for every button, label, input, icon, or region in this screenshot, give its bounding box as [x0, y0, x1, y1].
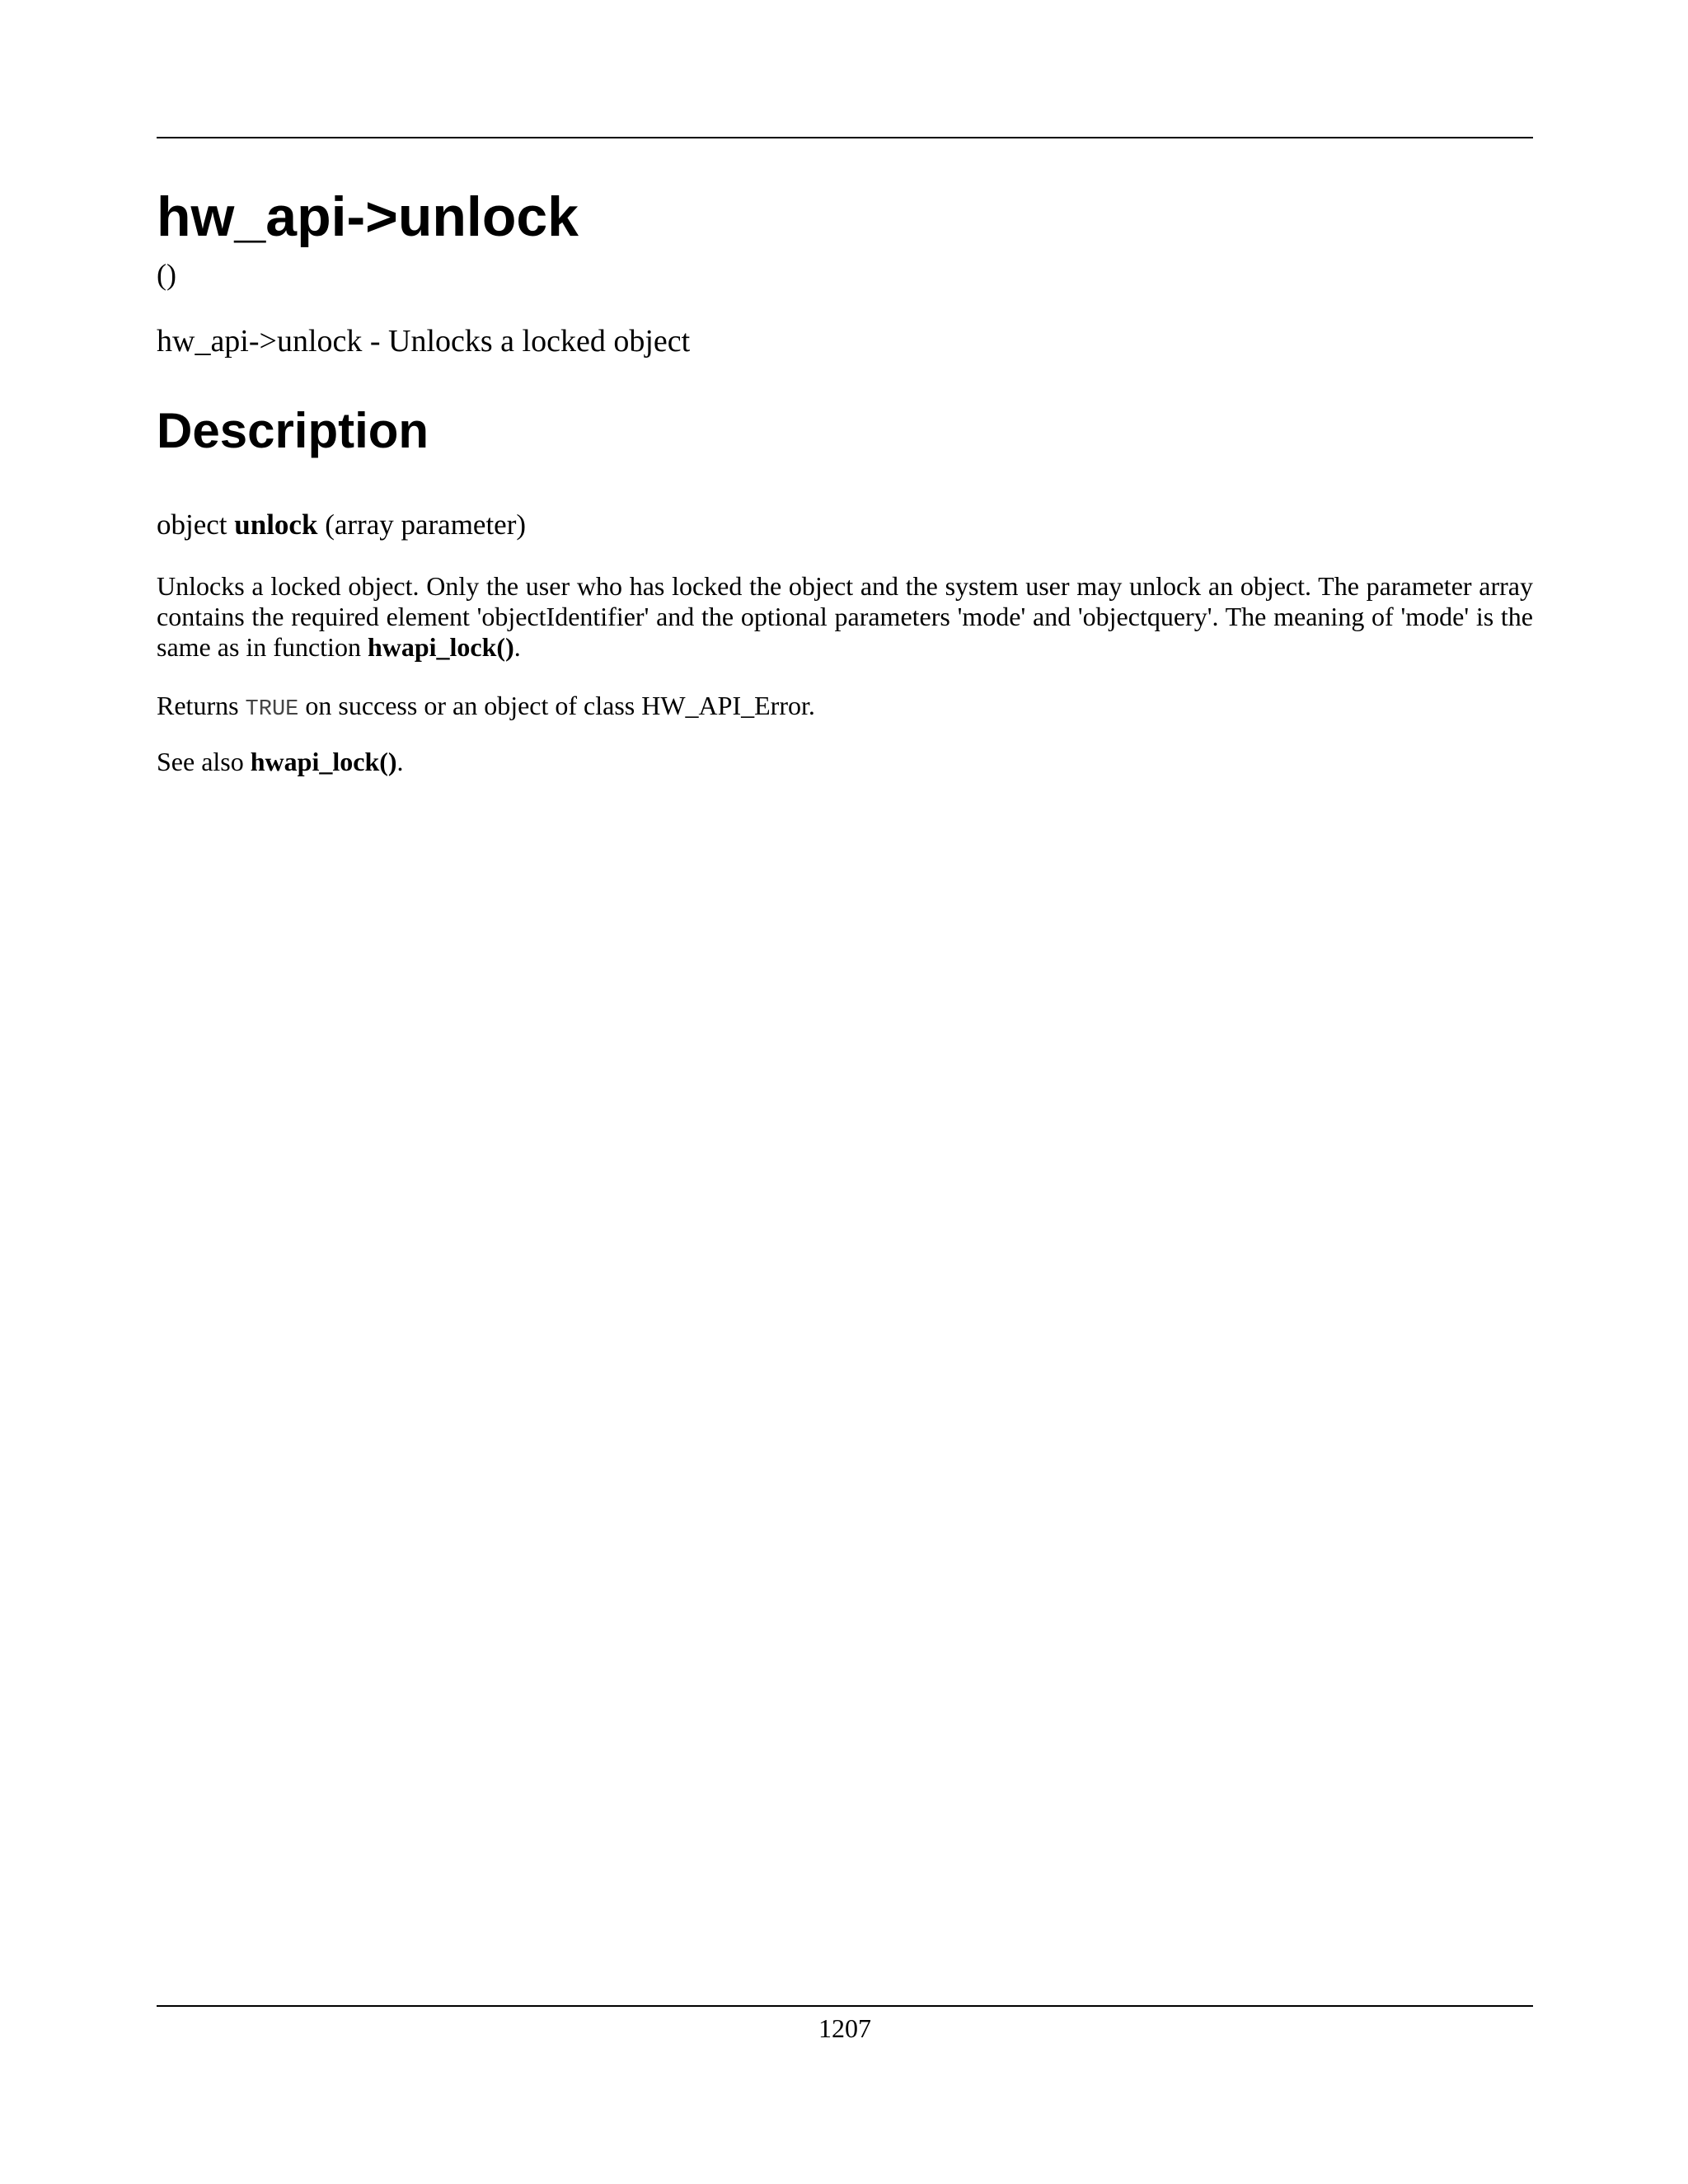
synopsis-params: (array parameter): [325, 509, 527, 541]
page-number: 1207: [818, 2013, 871, 2043]
paragraph-end: .: [513, 632, 521, 662]
returns-pre: Returns: [157, 691, 246, 720]
function-synopsis: [157, 508, 526, 542]
title-parens: (): [157, 258, 176, 291]
constant-true: TRUE: [245, 697, 299, 722]
synopsis-return-type: object: [157, 509, 227, 541]
document-page: [157, 0, 1533, 2184]
see-also-pre: See also: [157, 747, 251, 776]
header-rule: [157, 137, 1533, 138]
description-paragraph: [157, 571, 1533, 663]
footer-rule: [157, 2005, 1533, 2007]
section-heading-description: Description: [157, 403, 429, 458]
see-also-end: .: [396, 747, 404, 776]
page-title: hw_api->unlock: [157, 185, 579, 248]
link-see-also-hwapi-lock[interactable]: hwapi_lock(): [250, 747, 397, 776]
paragraph-text: Unlocks a locked object. Only the user who has locked the object and the system user may unlock an object. The parameter array contains the required element 'objectIdentifier' and the optional parameters 'mode' and 'objectquery'. The meaning of 'mode' is the same as in function: [157, 571, 1533, 662]
returns-paragraph: [157, 691, 1533, 725]
returns-post: on success or an object of class HW_API_Error.: [298, 691, 815, 720]
refentry-purpose: hw_api->unlock - Unlocks a locked object: [157, 324, 691, 359]
synopsis-function-name: unlock: [234, 509, 318, 541]
see-also-paragraph: [157, 747, 1533, 777]
link-hwapi-lock[interactable]: hwapi_lock(): [367, 632, 514, 662]
